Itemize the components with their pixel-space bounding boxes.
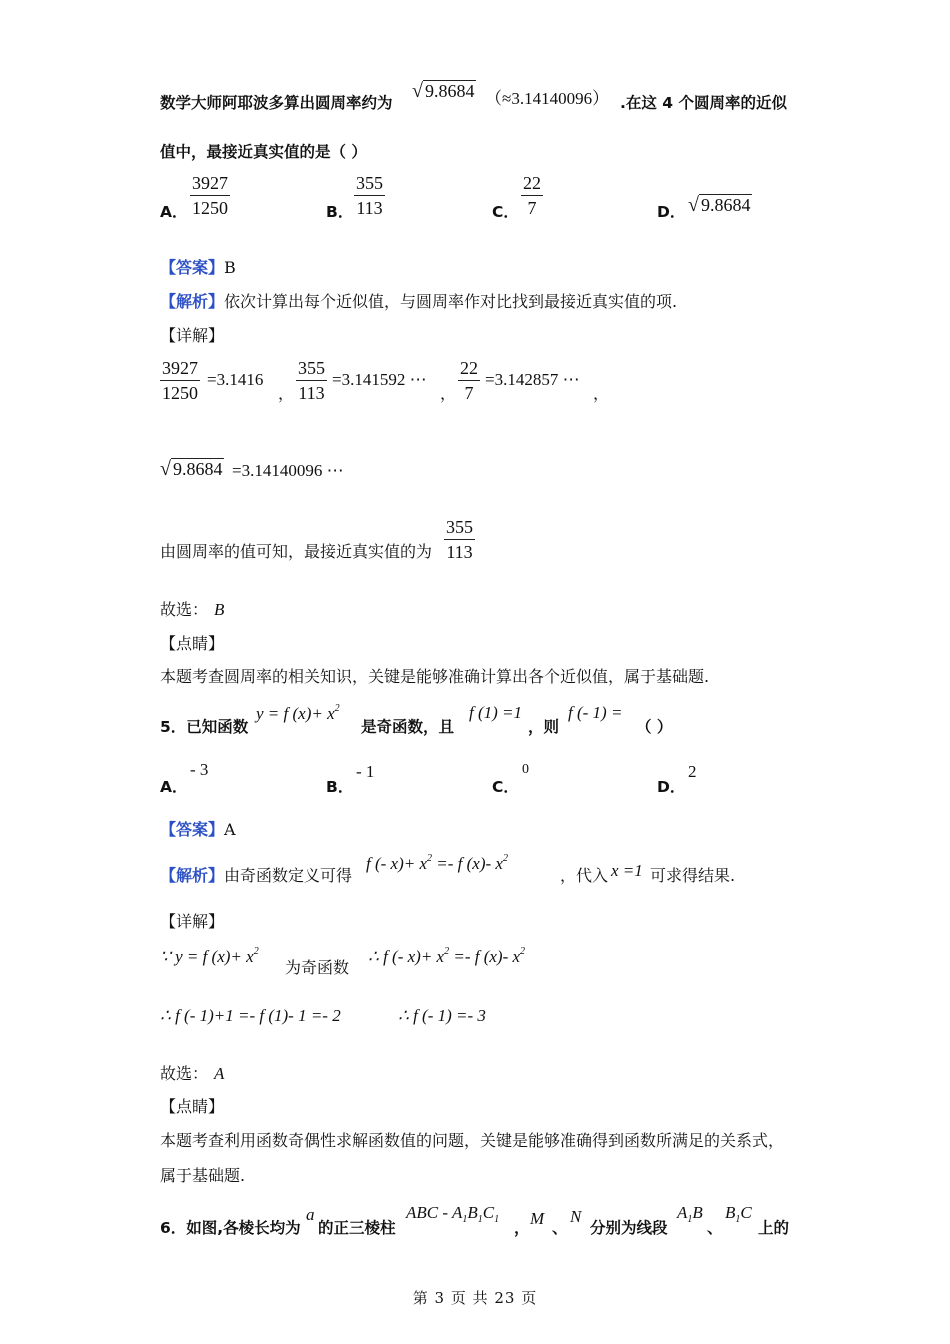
q4-stem-sqrt: √ 9.8684 bbox=[412, 80, 475, 102]
q5-analysis-eq: f (- $x)+ x^2 =- f$ (x)- $x^2$ bbox=[366, 853, 508, 873]
q5-line2-a: ∴ f (- 1)+1 =- f (1)- 1 =- 2 bbox=[160, 1006, 341, 1025]
q5-comment-line2: 属于基础题. bbox=[160, 1166, 246, 1185]
q5-comment-tag: 【点睛】 bbox=[160, 1097, 225, 1116]
q6-seg1: $A_1B$ bbox=[677, 1203, 703, 1225]
q5-option-b-label: B． bbox=[326, 778, 354, 796]
q4-comment: 本题考查圆周率的相关知识，关键是能够准确计算出各个近似值，属于基础题. bbox=[160, 667, 710, 686]
q5-fm1: f (- 1) = bbox=[568, 703, 623, 722]
answer-tag: 【答案】 bbox=[160, 258, 225, 277]
q5-option-a-value: - 3 bbox=[190, 760, 209, 779]
q6-stem-c: ， bbox=[514, 1219, 530, 1237]
q5-option-c-value: 0 bbox=[522, 762, 529, 777]
q4-comment-tag: 【点睛】 bbox=[160, 634, 225, 653]
q6-sep: 、 bbox=[552, 1219, 568, 1237]
q6-m: M bbox=[530, 1209, 545, 1228]
q4-option-d-sqrt: √ 9.8684 bbox=[688, 194, 751, 216]
q4-option-a-label: A． bbox=[160, 203, 188, 221]
q5-analysis-x: x =1 bbox=[611, 861, 643, 880]
q6-stem-b: 的正三棱柱 bbox=[318, 1219, 396, 1237]
q4-option-c-fraction: $\frac{22}{7}$ bbox=[523, 173, 541, 218]
q5-line1-a: ∵ y = f $(x)+ x^2$ bbox=[160, 946, 259, 966]
q5-stem-a: 5．已知函数 bbox=[160, 718, 249, 736]
calc-sep-2: ， bbox=[440, 384, 457, 403]
q5-option-d-label: D． bbox=[657, 778, 686, 796]
q4-option-c-label: C． bbox=[492, 203, 519, 221]
calc-result-3: =3.142857 ⋯ bbox=[485, 370, 580, 389]
q6-stem-a: 6．如图,各棱长均为 bbox=[160, 1219, 301, 1237]
q5-analysis-c: 可求得结果. bbox=[650, 866, 736, 885]
q5-choose: 故选： A bbox=[160, 1064, 225, 1083]
q5-stem-b: 是奇函数，且 bbox=[361, 718, 455, 736]
q5-stem-c: ，则 bbox=[528, 718, 560, 736]
q4-option-a-fraction: $\frac{3927}{1250}$ bbox=[192, 173, 228, 218]
q4-answer: 【答案】B bbox=[160, 258, 236, 277]
analysis-tag: 【解析】 bbox=[160, 292, 225, 311]
q4-choose: 故选： B bbox=[160, 600, 225, 619]
q5-func: y = f $(x)+ x^2$ bbox=[256, 703, 340, 723]
page-footer: 第 3 页 共 23 页 bbox=[412, 1289, 538, 1307]
q6-sep2: 、 bbox=[707, 1219, 723, 1237]
calc-fraction-1: $\frac{3927}{1250}$ bbox=[162, 358, 198, 403]
calc-sqrt-result: =3.14140096 ⋯ bbox=[232, 461, 344, 480]
answer-tag: 【答案】 bbox=[160, 820, 225, 839]
q5-option-b-value: - 1 bbox=[356, 762, 375, 781]
q5-paren: （ ） bbox=[636, 718, 673, 736]
q5-detail-tag: 【详解】 bbox=[160, 912, 225, 931]
q6-a: a bbox=[306, 1205, 315, 1224]
q4-stem-part3: 值中，最接近真实值的是（ ） bbox=[160, 143, 367, 161]
q5-line2-b: ∴ f (- 1) =- 3 bbox=[398, 1006, 486, 1025]
q5-analysis-b: ，代入 bbox=[560, 866, 609, 885]
calc-result-1: =3.1416 bbox=[207, 370, 264, 389]
q6-seg2: $B_1C$ bbox=[725, 1203, 752, 1225]
q4-stem-part2: .在这 4 个圆周率的近似 bbox=[620, 94, 787, 112]
q4-option-b-label: B． bbox=[326, 203, 354, 221]
calc-sep-3: ， bbox=[593, 384, 610, 403]
q5-answer: 【答案】A bbox=[160, 820, 236, 839]
analysis-tag: 【解析】 bbox=[160, 866, 225, 885]
q4-stem-part1: 数学大师阿耶波多算出圆周率约为 bbox=[160, 94, 393, 112]
calc-fraction-2: $\frac{355}{113}$ bbox=[298, 358, 325, 403]
calc-result-2: =3.141592 ⋯ bbox=[332, 370, 427, 389]
calc-sqrt: √ 9.8684 bbox=[160, 458, 223, 480]
q5-option-c-label: C． bbox=[492, 778, 519, 796]
q4-option-d-label: D． bbox=[657, 203, 686, 221]
calc-sep-1: ， bbox=[278, 384, 295, 403]
q4-option-b-fraction: $\frac{355}{113}$ bbox=[356, 173, 383, 218]
q5-analysis: 【解析】由奇函数定义可得 bbox=[160, 866, 353, 885]
q4-stem-approx: （≈3.14140096） bbox=[485, 89, 610, 108]
q5-line1-c: ∴ f (- $x)+ x^2 =- f$ (x)- $x^2$ bbox=[368, 946, 526, 966]
q4-detail-tag: 【详解】 bbox=[160, 326, 225, 345]
q4-analysis: 【解析】依次计算出每个近似值，与圆周率作对比找到最接近真实值的项. bbox=[160, 292, 678, 311]
q6-n: N bbox=[570, 1207, 582, 1226]
q5-comment-line1: 本题考查利用函数奇偶性求解函数值的问题，关键是能够准确得到函数所满足的关系式， bbox=[160, 1131, 785, 1150]
calc-fraction-3: $\frac{22}{7}$ bbox=[460, 358, 478, 403]
q5-option-d-value: 2 bbox=[688, 762, 697, 781]
q5-option-a-label: A． bbox=[160, 778, 188, 796]
q4-conclusion: 由圆周率的值可知，最接近真实值的为 bbox=[160, 542, 433, 561]
q6-prism: ABC - $A_1B_1C_1$ bbox=[406, 1203, 500, 1225]
q5-f1: f (1) =1 bbox=[469, 703, 523, 722]
q5-line1-b: 为奇函数 bbox=[285, 958, 350, 977]
q6-stem-d: 分别为线段 bbox=[590, 1219, 668, 1237]
q4-conclusion-fraction: $\frac{355}{113}$ bbox=[446, 517, 473, 562]
q6-stem-e: 上的 bbox=[758, 1219, 790, 1237]
